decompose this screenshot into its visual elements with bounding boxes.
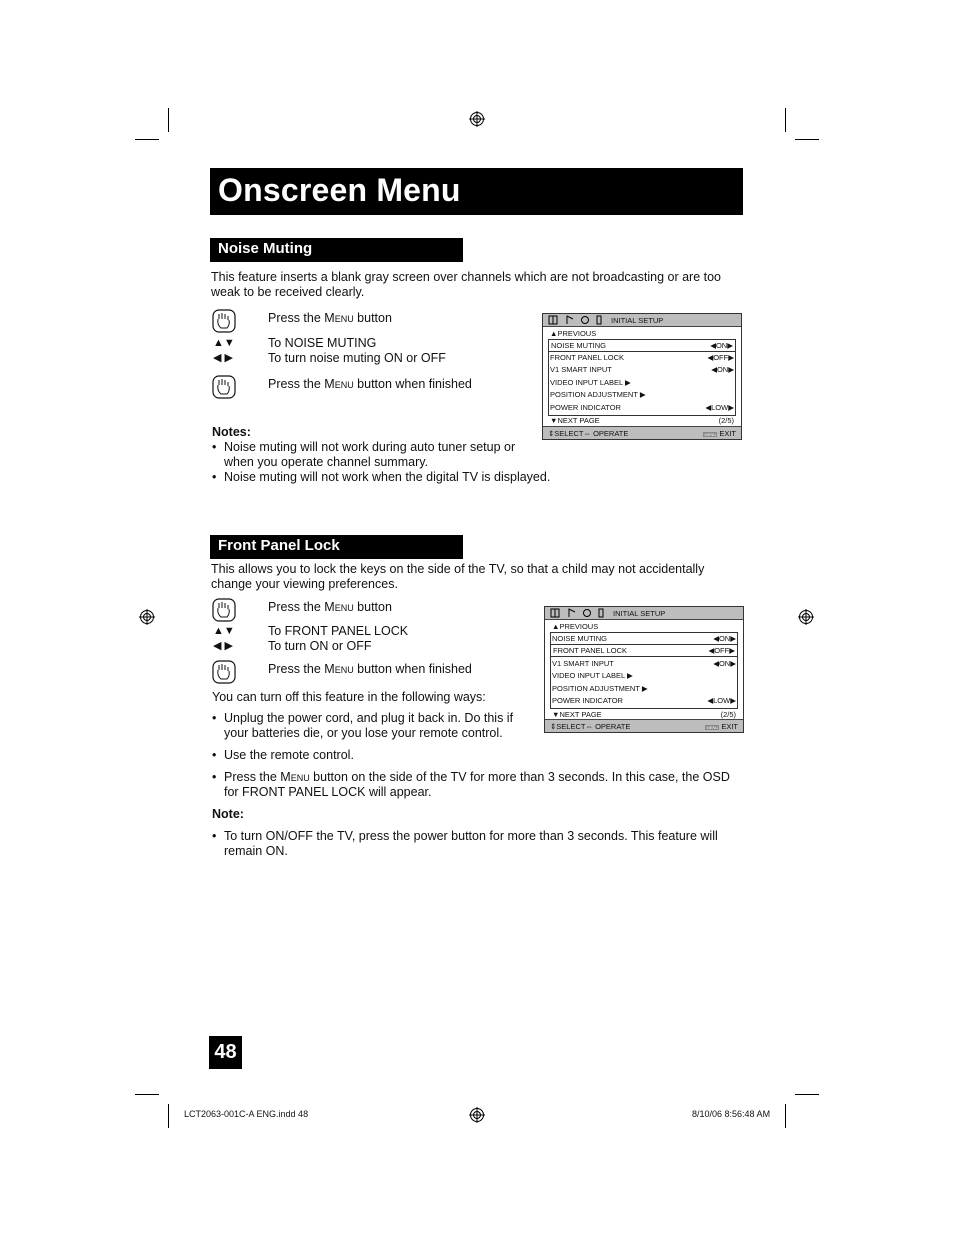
left-right-arrows-icon: ◀ ▶ <box>213 352 233 364</box>
notes-heading: Notes: <box>212 425 251 439</box>
page-title-bar <box>210 168 743 215</box>
section-heading-text: Front Panel Lock <box>218 537 340 554</box>
way-line: your batteries die, or you lose your remote control. <box>224 726 503 740</box>
press-button-hand-icon <box>212 660 236 684</box>
step-select-item: To FRONT PANEL LOCK <box>268 624 409 638</box>
osd-item: VIDEO INPUT LABEL ▶ <box>552 671 633 680</box>
bullet: • <box>212 470 217 484</box>
osd-footer: ⇕SELECT⇔ OPERATE MENU EXIT <box>543 426 741 439</box>
bullet: • <box>212 748 217 762</box>
osd-item: V1 SMART INPUT ◀ON▶ <box>550 365 734 374</box>
crop-mark <box>135 1094 159 1095</box>
intro-line: This feature inserts a blank gray screen over channels which are not broadcasting or are too <box>211 270 721 284</box>
crop-mark <box>795 1094 819 1095</box>
osd-tab-icons <box>550 608 604 618</box>
crop-mark <box>168 1104 169 1128</box>
osd-header-title: INITIAL SETUP <box>613 609 666 618</box>
osd-item: NOISE MUTING ◀ON▶ <box>552 634 736 643</box>
osd-menu-front-panel-lock <box>544 606 744 733</box>
footer-timestamp: 8/10/06 8:56:48 AM <box>692 1109 771 1119</box>
bullet: • <box>212 829 217 843</box>
page-title: Onscreen Menu <box>218 172 461 208</box>
bullet: • <box>212 770 217 784</box>
step-toggle: To turn noise muting ON or OFF <box>268 351 446 365</box>
step-press-menu: Press the Menu button <box>268 600 392 614</box>
crop-mark <box>168 108 169 132</box>
crop-mark <box>785 1104 786 1128</box>
intro-line: This allows you to lock the keys on the side of the TV, so that a child may not accidentally <box>211 562 705 576</box>
page-number: 48 <box>209 1036 242 1069</box>
osd-previous: ▲PREVIOUS <box>550 329 597 338</box>
crop-mark <box>785 108 786 132</box>
note-line: To turn ON/OFF the TV, press the power button for more than 3 seconds. This feature will <box>224 829 718 843</box>
registration-mark-icon <box>139 609 155 625</box>
osd-menu-noise-muting <box>542 313 742 440</box>
osd-item: FRONT PANEL LOCK ◀OFF▶ <box>550 353 734 362</box>
osd-item-noise-muting-selected: NOISE MUTING ◀ON▶ <box>548 339 736 352</box>
osd-header <box>545 607 743 620</box>
intro-line: weak to be received clearly. <box>211 285 365 299</box>
osd-header <box>543 314 741 327</box>
osd-item: POWER INDICATOR ◀LOW▶ <box>550 403 734 412</box>
registration-mark-icon <box>469 1107 485 1123</box>
press-button-hand-icon <box>212 375 236 399</box>
way-line: Press the Menu button on the side of the TV for more than 3 seconds. In this case, the OSD <box>224 770 730 784</box>
section-heading-text: Noise Muting <box>218 240 313 257</box>
left-right-arrows-icon: ◀ ▶ <box>213 640 233 652</box>
osd-tab-icons <box>548 315 602 325</box>
bullet: • <box>212 711 217 725</box>
bullet: • <box>212 440 217 454</box>
note-line: when you operate channel summary. <box>224 455 429 469</box>
osd-previous: ▲PREVIOUS <box>552 622 599 631</box>
note-line: remain ON. <box>224 844 288 858</box>
intro-line: change your viewing preferences. <box>211 577 398 591</box>
section-heading-front-panel-lock <box>210 535 463 559</box>
up-down-arrows-icon: ▲▼ <box>213 337 235 349</box>
osd-next-page: ▼NEXT PAGE (2/5) <box>550 416 734 425</box>
ways-intro: You can turn off this feature in the following ways: <box>212 690 486 704</box>
osd-item: POSITION ADJUSTMENT ▶ <box>550 390 646 399</box>
osd-item: VIDEO INPUT LABEL ▶ <box>550 378 631 387</box>
osd-item: POSITION ADJUSTMENT ▶ <box>552 684 648 693</box>
press-button-hand-icon <box>212 598 236 622</box>
note-line: Noise muting will not work when the digital TV is displayed. <box>224 470 551 484</box>
footer-file-info: LCT2063-001C-A ENG.indd 48 <box>184 1109 309 1119</box>
note-line: Noise muting will not work during auto tuner setup or <box>224 440 516 454</box>
section-heading-noise-muting <box>210 238 463 262</box>
osd-footer: ⇕SELECT⇔ OPERATE MENU EXIT <box>545 719 743 732</box>
osd-item: V1 SMART INPUT ◀ON▶ <box>552 659 736 668</box>
press-button-hand-icon <box>212 309 236 333</box>
way-line: for FRONT PANEL LOCK will appear. <box>224 785 432 799</box>
step-press-menu-finish: Press the Menu button when finished <box>268 662 472 676</box>
step-press-menu: Press the Menu button <box>268 311 392 325</box>
osd-item-front-panel-lock-selected: FRONT PANEL LOCK ◀OFF▶ <box>550 644 738 657</box>
way-line: Unplug the power cord, and plug it back in. Do this if <box>224 711 514 725</box>
registration-mark-icon <box>469 111 485 127</box>
up-down-arrows-icon: ▲▼ <box>213 625 235 637</box>
way-line: Use the remote control. <box>224 748 354 762</box>
crop-mark <box>135 139 159 140</box>
crop-mark <box>795 139 819 140</box>
note-heading: Note: <box>212 807 244 821</box>
osd-item: POWER INDICATOR ◀LOW▶ <box>552 696 736 705</box>
step-select-item: To NOISE MUTING <box>268 336 377 350</box>
osd-header-title: INITIAL SETUP <box>611 316 664 325</box>
step-press-menu-finish: Press the Menu button when finished <box>268 377 472 391</box>
step-toggle: To turn ON or OFF <box>268 639 372 653</box>
osd-next-page: ▼NEXT PAGE (2/5) <box>552 710 736 719</box>
registration-mark-icon <box>798 609 814 625</box>
